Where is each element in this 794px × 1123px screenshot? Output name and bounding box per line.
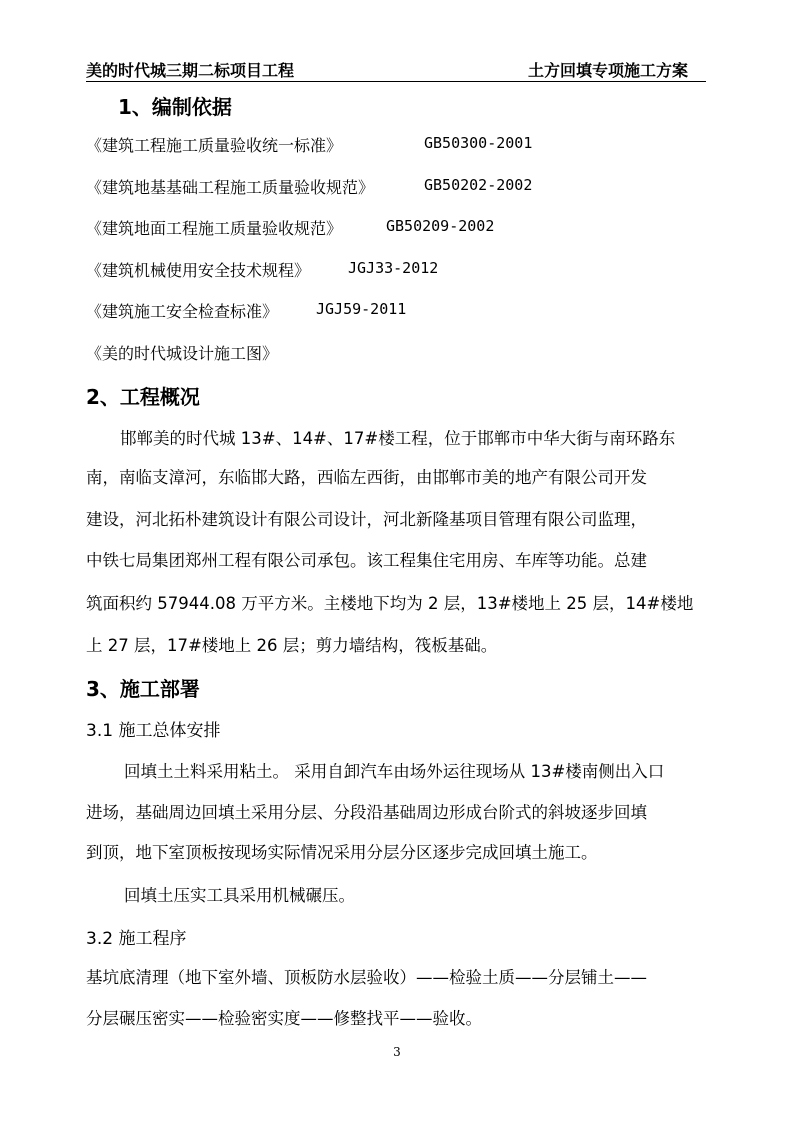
reference-item [86,216,495,239]
paragraph-line: 建设，河北拓朴建筑设计有限公司设计，河北新隆基项目管理有限公司监理， [86,510,647,529]
paragraph-line: 上 27 层，17#楼地上 26 层；剪力墙结构，筏板基础。 [86,636,498,655]
reference-item [86,299,407,322]
paragraph-line: 基坑底清理（地下室外墙、顶板防水层验收）——检验土质——分层铺土—— [86,968,647,987]
reference-code: JGJ59-2011 [316,300,407,318]
subsection-3-1-heading: 3.1 施工总体安排 [86,721,221,741]
section-1-heading: 1、编制依据 [118,95,232,119]
header-project-title: 美的时代城三期二标项目工程 [86,61,295,80]
reference-code: GB50202-2002 [424,176,533,194]
header-document-title: 土方回填专项施工方案 [527,61,688,80]
reference-code: JGJ33-2012 [348,259,439,277]
header-divider [86,81,706,82]
reference-name: 《建筑地基基础工程施工质量验收规范》 [86,178,375,197]
reference-name: 《建筑机械使用安全技术规程》 [86,261,311,280]
section-3-heading: 3、施工部署 [86,677,200,701]
reference-code: GB50209-2002 [386,217,495,235]
paragraph-line: 进场，基础周边回填土采用分层、分段沿基础周边形成台阶式的斜坡逐步回填 [86,803,647,822]
paragraph-line: 邯郸美的时代城 13#、14#、17#楼工程，位于邯郸市中华大街与南环路东 [120,429,676,448]
reference-name: 《建筑施工安全检查标准》 [86,302,279,321]
page-number: 3 [393,1045,401,1059]
section-2-heading: 2、工程概况 [86,385,200,409]
paragraph-line: 筑面积约 57944.08 万平方米。主楼地下均为 2 层，13#楼地上 25 层，14#楼地 [86,594,694,613]
paragraph-line: 回填土压实工具采用机械碾压。 [124,886,355,905]
reference-item [86,258,439,281]
reference-code: GB50300-2001 [424,134,533,152]
paragraph-line: 南，南临支漳河，东临邯大路，西临左西街，由邯郸市美的地产有限公司开发 [86,468,647,487]
paragraph-line: 到顶，地下室顶板按现场实际情况采用分层分区逐步完成回填土施工。 [86,843,598,862]
reference-name: 《建筑地面工程施工质量验收规范》 [86,219,343,238]
paragraph-line: 分层碾压密实——检验密实度——修整找平——验收。 [86,1009,482,1028]
subsection-3-2-heading: 3.2 施工程序 [86,929,187,949]
reference-item [86,133,533,156]
reference-name: 《建筑工程施工质量验收统一标准》 [86,136,343,155]
reference-item [86,175,533,198]
paragraph-line: 中铁七局集团郑州工程有限公司承包。该工程集住宅用房、车库等功能。总建 [86,551,647,570]
reference-item [86,341,278,364]
paragraph-line: 回填土土料采用粘土。 采用自卸汽车由场外运往现场从 13#楼南侧出入口 [124,762,665,781]
page-header [86,54,706,82]
reference-name: 《美的时代城设计施工图》 [86,344,279,363]
